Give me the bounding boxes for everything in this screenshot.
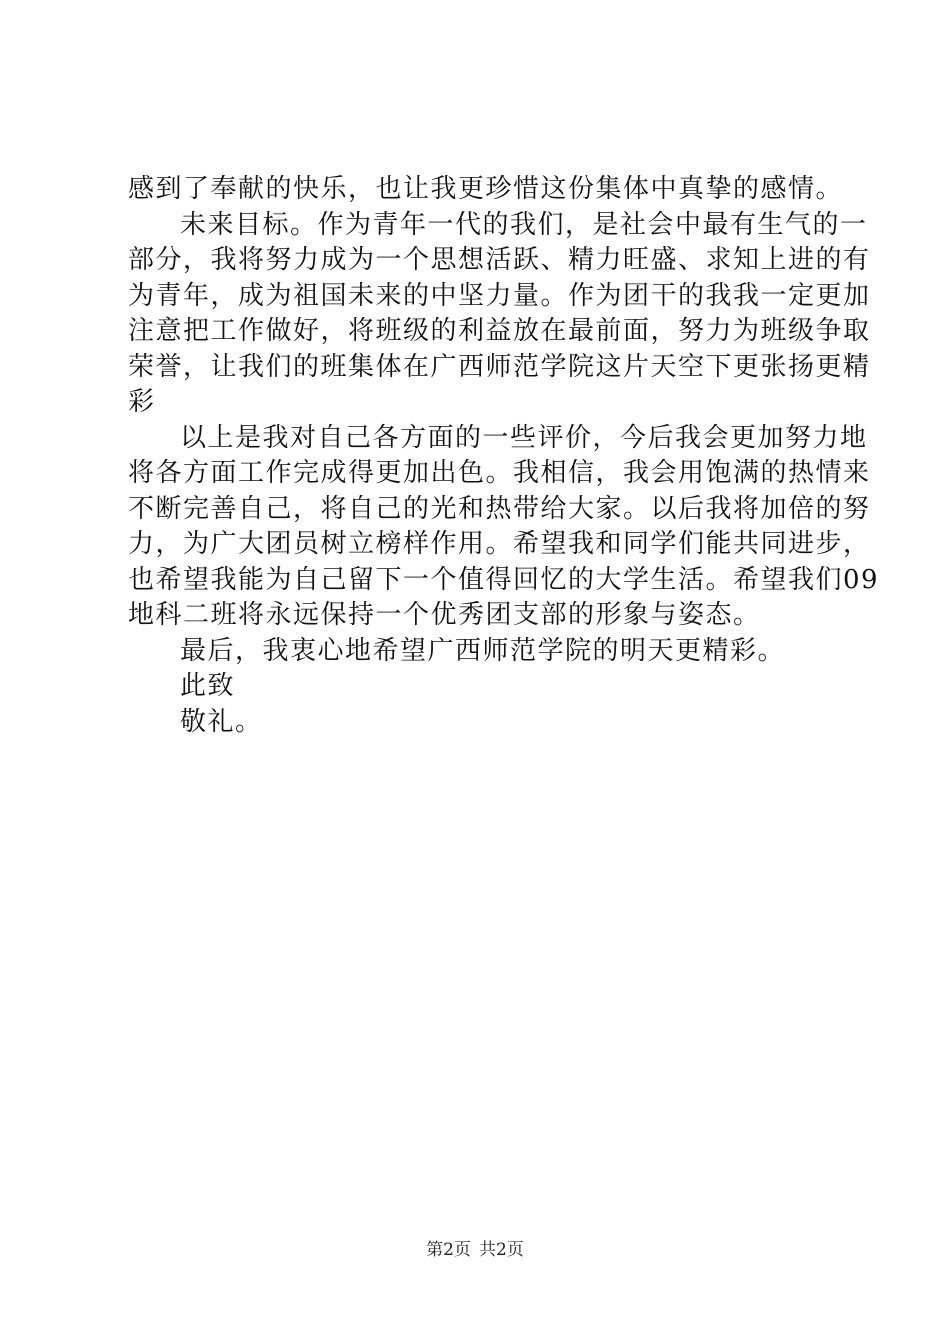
body-line: 部分，我将努力成为一个思想活跃、精力旺盛、求知上进的有	[128, 245, 871, 275]
body-line: 此致	[180, 671, 236, 701]
body-line: 注意把工作做好，将班级的利益放在最前面，努力为班级争取	[128, 316, 871, 346]
body-line: 为青年，成为祖国未来的中坚力量。作为团干的我我一定更加	[128, 280, 871, 311]
body-line: 也希望我能为自己留下一个值得回忆的大学生活。希望我们09	[128, 564, 880, 595]
page-footer	[0, 1240, 950, 1260]
body-line: 地科二班将永远保持一个优秀团支部的形象与姿态。	[128, 600, 761, 630]
body-line: 不断完善自己，将自己的光和热带给大家。以后我将加倍的努	[128, 493, 871, 524]
body-line: 未来目标。作为青年一代的我们，是社会中最有生气的一	[180, 209, 868, 240]
body-line: 敬礼。	[180, 706, 263, 737]
body-line: 彩	[128, 387, 156, 417]
page-total: 共2页	[479, 1240, 524, 1260]
page-number: 第2页	[426, 1240, 471, 1260]
body-line: 将各方面工作完成得更加出色。我相信，我会用饱满的热情来	[128, 458, 871, 488]
body-line: 感到了奉献的快乐，也让我更珍惜这份集体中真挚的感情。	[128, 174, 844, 204]
body-line: 荣誉，让我们的班集体在广西师范学院这片天空下更张扬更精	[128, 351, 871, 382]
body-line: 以上是我对自己各方面的一些评价，今后我会更加努力地	[180, 422, 868, 453]
document-body	[128, 172, 880, 740]
body-line: 最后，我衷心地希望广西师范学院的明天更精彩。	[180, 635, 786, 666]
body-line: 力，为广大团员树立榜样作用。希望我和同学们能共同进步，	[128, 529, 871, 559]
